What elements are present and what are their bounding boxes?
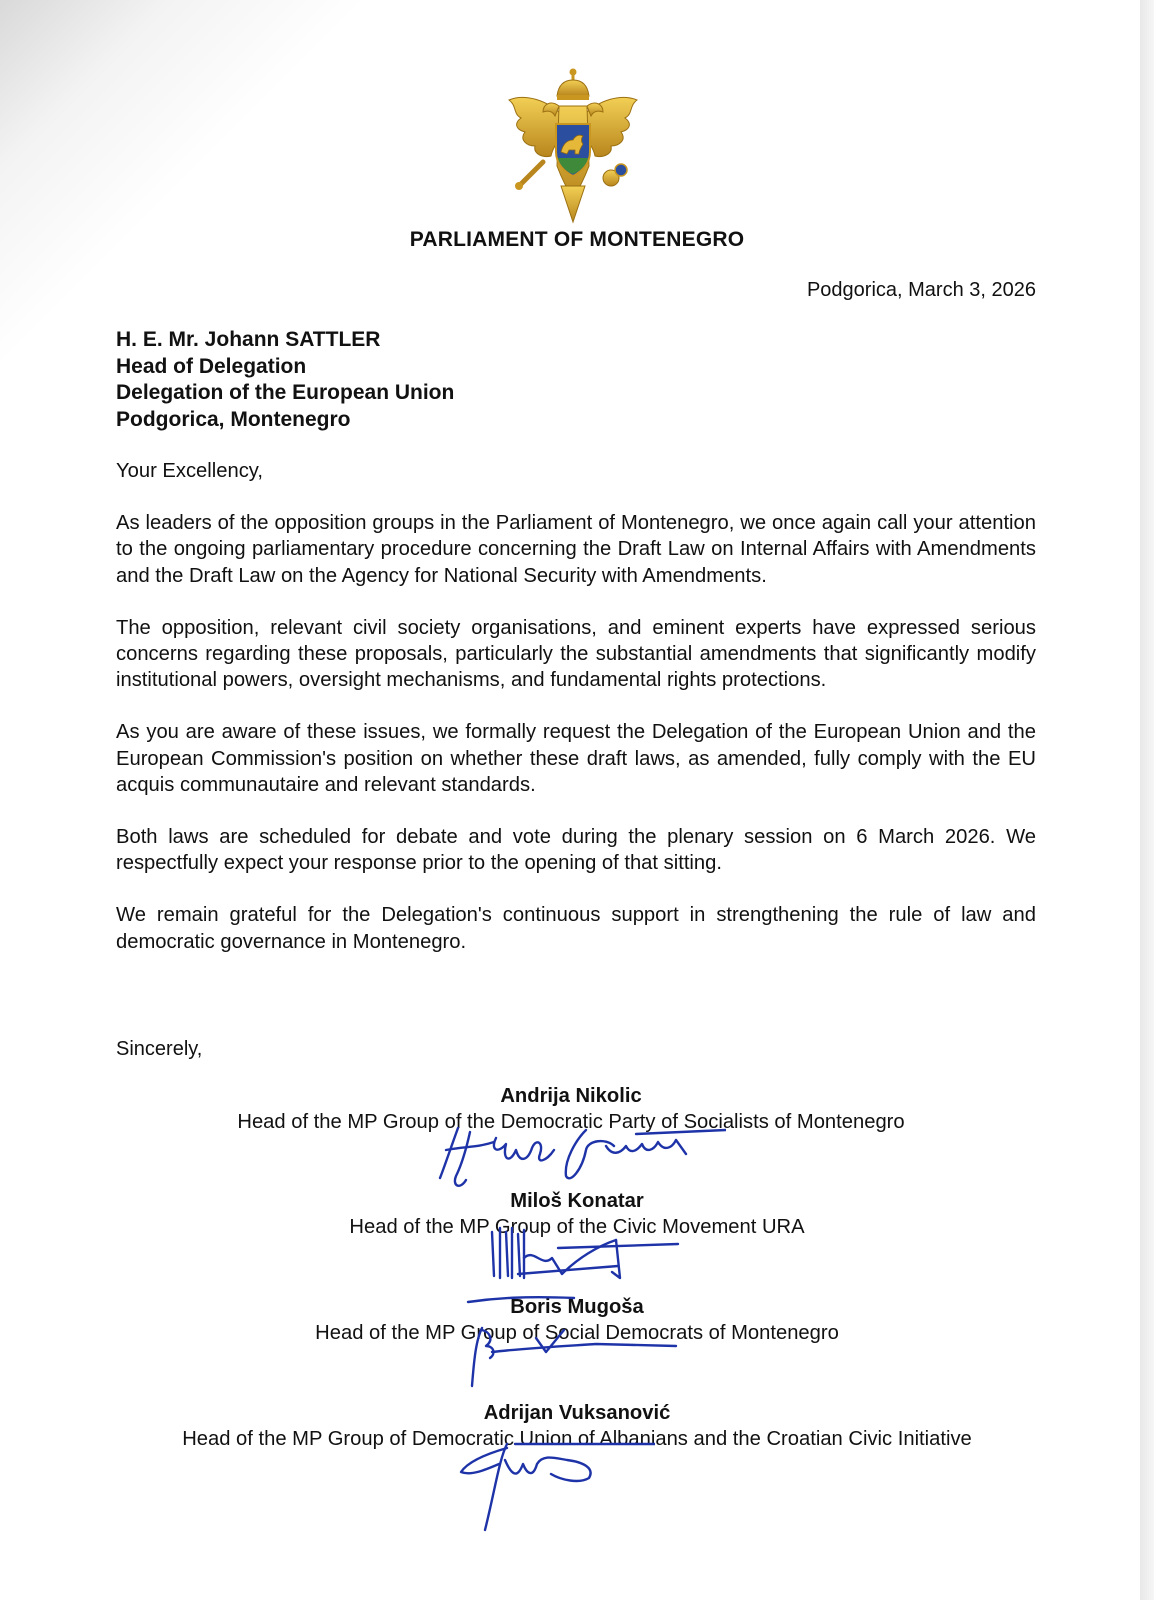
addressee-organization: Delegation of the European Union: [116, 381, 455, 404]
signatory-role: Head of the MP Group of Democratic Union of Albanians and the Croatian Civic Initiative: [182, 1428, 972, 1450]
coat-of-arms-emblem: [503, 66, 643, 226]
place-date: Podgorica, March 3, 2026: [806, 279, 1036, 301]
paragraph: Both laws are scheduled for debate and vote during the plenary session on 6 March 2026. We respectfully expect your response prior to the opening of that sitting.: [116, 826, 1036, 875]
addressee-location: Podgorica, Montenegro: [116, 407, 351, 431]
signature-vuksanovic: [455, 1430, 655, 1540]
closing: Sincerely,: [116, 1038, 203, 1060]
salutation: Your Excellency,: [116, 460, 263, 482]
paragraph: We remain grateful for the Delegation's continuous support in strengthening the rule of law and democratic governance in Montenegro.: [116, 904, 1036, 953]
signatory-name: Miloš Konatar: [510, 1190, 644, 1212]
addressee-name: H. E. Mr. Johann SATTLER: [116, 328, 381, 351]
signatory-name: Adrijan Vuksanović: [483, 1402, 671, 1424]
institution-title: PARLIAMENT OF MONTENEGRO: [409, 228, 745, 251]
letter-body: [116, 458, 1036, 981]
signatory-name: Boris Mugoša: [510, 1296, 644, 1318]
signatory-role: Head of the MP Group of the Civic Movement URA: [349, 1216, 805, 1238]
signatory-role: Head of the MP Group of Social Democrats of Montenegro: [315, 1322, 839, 1344]
signature-mugosa: [466, 1290, 686, 1400]
addressee-block: [116, 327, 454, 433]
signature-konatar: [488, 1218, 688, 1298]
signatory-name: Andrija Nikolic: [500, 1085, 642, 1107]
paragraph: As you are aware of these issues, we formally request the Delegation of the European Union and the European Commission's position on whether these draft laws, as amended, fully comply with the EU acquis communautaire and relevant standards.: [116, 721, 1036, 796]
paragraph: As leaders of the opposition groups in the Parliament of Montenegro, we once again call your attention to the ongoing parliamentary procedure concerning the Draft Law on Internal Affairs with Amendments and the Draft Law on the Agency for National Security with Amendments.: [116, 512, 1036, 587]
paragraph: The opposition, relevant civil society organisations, and eminent experts have expressed serious concerns regarding these proposals, particularly the substantial amendments that significantly modify institutional powers, oversight mechanisms, and fundamental rights protections.: [116, 616, 1036, 692]
addressee-title: Head of Delegation: [116, 354, 307, 378]
signatory-role: Head of the MP Group of the Democratic Party of Socialists of Montenegro: [237, 1111, 905, 1133]
